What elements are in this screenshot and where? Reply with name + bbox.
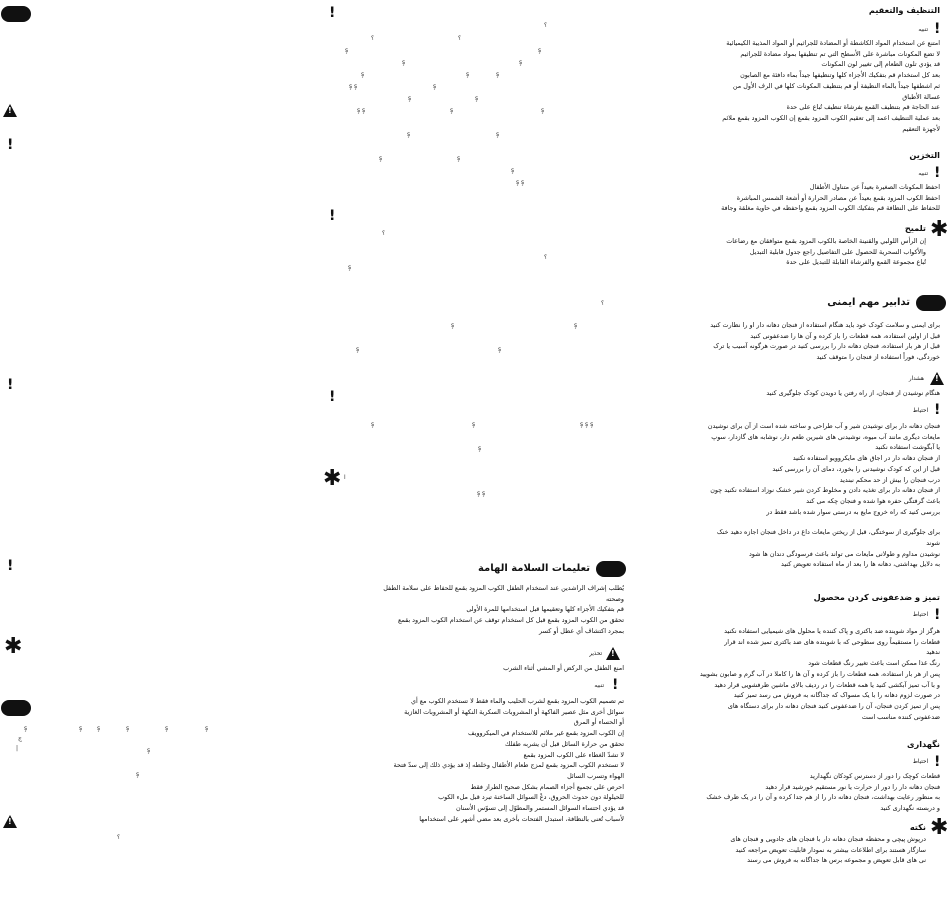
body-line: لا تستخدم الكوب المزود بقمع لمزج طعام الأطفال وخلطه إذ قد يؤدي ذلك إلى سدّ فتحة: [393, 761, 624, 770]
body-line: لا تضع المكونات مباشرة على الأسطح التي تم تنظيفها بمواد مضادة للجراثيم: [740, 49, 940, 58]
body-line: قطعات کوچک را دور از دسترس کودکان نگهدارید: [809, 772, 940, 780]
body-line: فنجان دهانه دار برای نوشیدن شیر و آب طراحی و ساخته شده است از آن برای نوشیدن: [707, 422, 940, 430]
body-line: در صورت لزوم دهانه را با یک مسواک که جداگانه به فروش می رسد تمیز کنید: [733, 691, 940, 700]
farsi-storage-title: نگهداری: [907, 739, 940, 749]
section-number-badge: [1, 700, 31, 716]
body-line: درب فنجان را بیش از حد محکم نبندید: [839, 475, 940, 484]
stray-glyph: ş: [478, 445, 482, 452]
caution-label: احتیاط: [912, 408, 928, 414]
stray-glyph: ؟: [601, 300, 605, 307]
stray-glyph: ş: [451, 322, 455, 329]
body-line: ندهید: [926, 648, 940, 657]
stray-glyph: ş: [496, 71, 500, 78]
body-line: پس از تمیز کردن فنجان، آن را ضدعفونی کنید فنجان دهانه دار برای دستگاه های: [727, 701, 940, 710]
farsi-storage-body: [650, 771, 940, 814]
body-line: تُباع مجموعة القمع والفرشاة القابلة للتبديل على حدة: [786, 258, 926, 267]
body-line: للحفاظ على النظافة قم بتفكيك الكوب المزود بقمع واحفظه في حاوية مغلقة وجافة: [721, 204, 940, 213]
body-line: قبل از این که کودک نوشیدنی را بخورد، دمای آن را بررسی کنید: [772, 464, 940, 473]
caution-icon: !: [329, 389, 336, 405]
stray-glyph: ؟: [544, 254, 548, 261]
body-line: وصحته: [606, 594, 624, 603]
farsi-safety-intro: [650, 320, 940, 363]
arabic-tip-body: [656, 236, 926, 268]
warning-label: تحذير: [589, 651, 602, 657]
caution-icon: !: [934, 21, 941, 37]
body-line: خوردگی، فوراً استفاده از فنجان را متوقف کنید: [816, 353, 940, 362]
arabic-safety-intro: [334, 583, 624, 637]
arabic-storage-title: التخزين: [909, 150, 940, 160]
body-line: درپوش پیچی و محفظه فنجان دهانه دار با فنجان های جادویی و فنجان های: [730, 835, 926, 843]
stray-glyph: ş: [126, 725, 130, 732]
stray-glyph: ş: [541, 107, 545, 114]
body-line: قبل از هر بار استفاده، فنجان دهانه دار را بررسی کنید در صورت هرگونه آسیب یا ترک: [713, 342, 940, 351]
stray-glyph: ا: [344, 474, 346, 481]
warning-icon: [930, 372, 944, 385]
body-line: هرگز از مواد شوینده ضد باکتری و پاک کننده یا محلول های شیمیایی استفاده نکنید: [724, 627, 940, 635]
stray-glyph: ؟: [371, 35, 375, 42]
body-line: بمجرد اكتشاف أي عطل أو كسر: [539, 626, 624, 635]
arabic-safety-caution: [334, 696, 624, 824]
caution-icon: !: [934, 165, 941, 181]
caution-icon: !: [934, 754, 941, 770]
stray-glyph: ş: [345, 47, 349, 54]
warning-icon: [606, 647, 620, 660]
body-line: إن الرأس اللولبي والقنينة الخاصة بالكوب المزود بقمع متوافقان مع رضاعات: [726, 237, 926, 245]
body-line: للحيلولة دون حدوث الحروق، دعْ السوائل الساخنة تبرد قبل ملء الكوب: [438, 793, 624, 802]
body-line: تم تصميم الكوب المزود بقمع لشرب الحليب والماء فقط لا تستخدم الكوب مع أي: [410, 697, 624, 705]
stray-glyph: ş: [136, 771, 140, 778]
body-line: به دلایل بهداشتی، دهانه ها را بعد از ماه استفاده تعویض کنید: [781, 560, 940, 569]
arabic-cleaning-body: [660, 38, 940, 134]
stray-glyph: ş ş: [357, 107, 366, 114]
tip-icon: ✱: [323, 466, 342, 491]
stray-glyph: ş: [165, 725, 169, 732]
section-number-badge: [916, 295, 946, 311]
body-line: احرص على تجميع أجزاء الصمام بشكل صحيح الطراز فقط: [470, 782, 624, 791]
body-line: رنگ غذا ممکن است باعث تغییر رنگ قطعات شود: [808, 659, 940, 668]
body-line: قطعات را مستقیماً روی سطوحی که با شوینده های ضد باکتری تمیز شده اند قرار: [724, 637, 940, 646]
stray-glyph: ş: [538, 47, 542, 54]
caution-icon: !: [612, 677, 619, 693]
stray-glyph: ş: [498, 346, 502, 353]
body-line: أو الحساء أو المرق: [573, 718, 624, 727]
stray-glyph: ş: [407, 131, 411, 138]
body-line: از فنجان دهانه دار برای تغذیه دادن و مخلوط کردن شیر خشک نوزاد استفاده نکنید چون: [710, 486, 940, 495]
caution-icon: !: [934, 402, 941, 418]
stray-glyph: ş: [356, 346, 360, 353]
arabic-safety-title: تعليمات السلامة الهامة: [477, 563, 590, 574]
body-line: غسالة الأطباق: [902, 92, 940, 101]
body-line: باعث گرفتگی حفره هوا شده و فنجان چکه می کند: [806, 496, 940, 505]
body-line: و با آب تمیز آبکشی کنید یا همه قطعات را در ردیف بالای ماشین ظرفشویی قرار دهید: [714, 680, 940, 689]
body-line: شوند: [926, 539, 940, 548]
warning-icon: [3, 815, 17, 828]
farsi-safety-title: تدابیر مهم ایمنی: [827, 297, 910, 308]
body-line: نی های قابل تعویض و مجموعه برس ها جداگانه به فروش می رسند: [747, 856, 926, 865]
section-number-badge: [596, 561, 626, 577]
caution-icon: !: [934, 607, 941, 623]
arabic-storage-body: [660, 182, 940, 214]
stray-glyph: ş: [408, 95, 412, 102]
body-line: امتنع عن استخدام المواد الكاشطة أو المضادة للجراثيم أو المواد المذيبة الكيميائية: [726, 39, 940, 47]
caution-icon: !: [329, 208, 336, 224]
body-line: احفظ الكوب المزود بقمع بعيداً عن مصادر الحرارة أو أشعة الشمس المباشرة: [736, 193, 940, 202]
stray-glyph: ş: [466, 71, 470, 78]
body-line: قم بتفكيك الأجزاء كلها وتعقيمها قبل استخدامها للمرة الأولى: [466, 605, 624, 614]
body-line: والأكواب السحرية للحصول على التفاصيل راجع جدول قابلية التبديل: [749, 247, 926, 256]
body-line: قد يؤدي احتساء السوائل المستمر والمطوّل إلى تسوّس الأسنان: [456, 804, 624, 813]
body-line: یا آبگوشت استفاده نکنید: [875, 443, 940, 452]
caution-icon: !: [7, 377, 14, 393]
warning-label: هشدار: [908, 376, 924, 382]
farsi-tip-body: [646, 834, 926, 866]
tip-icon: ✱: [4, 634, 23, 659]
body-line: به منظور رعایت بهداشت، فنجان دهانه دار را از هم جدا کرده و آن را در یک ظرف خشک: [706, 793, 940, 802]
caution-label: تنبيه: [918, 27, 928, 33]
body-line: إن الكوب المزود بقمع غير ملائم للاستخدام في الميكروويف: [468, 729, 624, 738]
farsi-safety-caution: [650, 421, 940, 570]
body-line: از فنجان دهانه دار در اجاق های مایکروویو استفاده نکنید: [792, 454, 940, 463]
body-line: [650, 517, 940, 527]
stray-glyph: ş: [147, 747, 151, 754]
caution-label: تنبيه: [594, 683, 604, 689]
caution-label: تنبيه: [918, 171, 928, 177]
caution-icon: !: [7, 137, 14, 153]
body-line: احفظ المكونات الصغيرة بعيداً عن متناول الأطفال: [809, 183, 940, 191]
stray-glyph: ş: [519, 59, 523, 66]
body-line: الهواء وتسرب السائل: [567, 771, 624, 780]
stray-glyph: ؟: [458, 35, 462, 42]
stray-glyph: ş: [511, 167, 515, 174]
farsi-tip-title: نکته: [909, 822, 926, 832]
body-line: بررسی کنید که راه خروج مایع به درستی سوار شده باشد فقط در: [766, 507, 940, 516]
body-line: عند الحاجة قم بتنظيف القمع بفرشاة تنظيف تُباع على حدة: [786, 103, 940, 112]
stray-glyph: ج: [18, 735, 22, 742]
warning-line: امنع الطفل من الركض أو المشي أثناء الشرب: [503, 664, 624, 672]
stray-glyph: ş: [79, 725, 83, 732]
body-line: نوشیدن مداوم و طولانی مایعات می تواند باعث فرسودگی دندان ها شود: [748, 549, 940, 558]
body-line: و دربسته نگهداری کنید: [880, 804, 940, 813]
body-line: برای جلوگیری از سوختگی، قبل از ریختن مایعات داغ در داخل فنجان اجازه دهید خنک: [716, 528, 940, 537]
body-line: لا تشدّ الغطاء على الكوب المزود بقمع: [523, 750, 624, 759]
body-line: تحقق من الكوب المزود بقمع قبل كل استخدام توقف عن استخدام الكوب المزود بقمع: [398, 616, 624, 625]
warning-icon: [3, 104, 17, 117]
stray-glyph: ş: [450, 107, 454, 114]
body-line: قد يؤدي تلون الطعام إلى تغيير لون المكونات: [821, 60, 940, 69]
stray-glyph: ş: [24, 725, 28, 732]
body-line: فنجان دهانه دار را دور از حرارت یا نور مستقیم خورشید قرار دهید: [765, 782, 940, 791]
farsi-cleaning-body: [650, 626, 940, 722]
body-line: پس از هر بار استفاده، همه قطعات را باز کرده و آن ها را کاملا در آب گرم و صابون بشویید: [699, 669, 940, 678]
stray-glyph: ş ş: [349, 83, 358, 90]
stray-glyph: ş: [348, 264, 352, 271]
body-line: لأجهزة التعقيم: [902, 124, 940, 133]
section-number-badge: [1, 6, 31, 22]
body-line: تحقق من حرارة السائل قبل أن يشربه طفلك: [505, 739, 624, 748]
stray-glyph: ؟: [544, 22, 548, 29]
stray-glyph: ؟: [382, 230, 386, 237]
stray-glyph: ş: [475, 95, 479, 102]
body-line: يُطلب إشراف الراشدين عند استخدام الطفل الكوب المزود بقمع للحفاظ على سلامة الطفل: [383, 584, 624, 592]
stray-glyph: ş: [472, 421, 476, 428]
warning-line: هنگام نوشیدن از فنجان، از راه رفتن یا دویدن کودک جلوگیری کنید: [766, 389, 940, 397]
arabic-tip-title: تلميح: [904, 223, 926, 233]
body-line: بعد كل استخدام قم بتفكيك الأجزاء كلها وتنظيفها جيداً بماء دافئة مع الصابون: [740, 71, 940, 80]
body-line: سازگار هستند برای اطلاعات بیشتر به نمودار قابلیت تعویض مراجعه کنید: [735, 845, 926, 854]
body-line: قبل از اولین استفاده، همه قطعات را باز کرده و آن ها را ضدعفونی کنید: [750, 331, 940, 340]
body-line: سوائل أخرى مثل عصير الفاكهة أو المشروبات السكرية النكهة أو المشروبات الغازية: [404, 707, 624, 716]
stray-glyph: ş: [379, 155, 383, 162]
farsi-cleaning-title: تمیز و ضدعفونی کردن محصول: [813, 592, 940, 602]
stray-glyph: ş ş: [516, 179, 525, 186]
caution-icon: !: [7, 558, 14, 574]
stray-glyph: ş: [361, 71, 365, 78]
body-line: ضدعفونی کننده مناسب است: [861, 712, 940, 721]
stray-glyph: ş: [496, 131, 500, 138]
body-line: ثم اشطفها جيداً بالماء النظيفة أو قم بتنظيف المكونات كلها في الرف الأول من: [732, 81, 940, 90]
stray-glyph: ş: [457, 155, 461, 162]
stray-glyph: |: [16, 745, 19, 752]
stray-glyph: ş: [433, 83, 437, 90]
stray-glyph: ş: [205, 725, 209, 732]
body-line: لأسباب تُعنى بالنظافة، استبدل الفتحات بأخرى بعد مضي أشهر على استخدامها: [419, 814, 624, 823]
stray-glyph: ş: [97, 725, 101, 732]
body-line: بعد عملية التنظيف اعمد إلى تعقيم الكوب المزود بقمع إن الكوب المزود بقمع ملائم: [722, 113, 940, 122]
tip-icon: ✱: [930, 815, 949, 840]
stray-glyph: ş ş ş: [580, 421, 594, 428]
stray-glyph: ş ş: [477, 490, 486, 497]
body-line: مایعات دیگری مانند آب میوه، نوشیدنی های شیرین طعم دار، نوشابه های گازدار، سوپ: [711, 432, 940, 441]
arabic-cleaning-title: التنظيف والتعقيم: [868, 5, 940, 15]
caution-label: احتیاط: [912, 612, 928, 618]
stray-glyph: ؟: [117, 834, 121, 841]
body-line: برای ایمنی و سلامت کودک خود باید هنگام استفاده از فنجان دهانه دار او را نظارت کنید: [710, 321, 940, 329]
stray-glyph: ş: [574, 322, 578, 329]
caution-label: احتیاط: [912, 759, 928, 765]
stray-glyph: ş: [402, 59, 406, 66]
tip-icon: ✱: [930, 217, 949, 242]
caution-icon: !: [329, 5, 336, 21]
stray-glyph: ş: [371, 421, 375, 428]
